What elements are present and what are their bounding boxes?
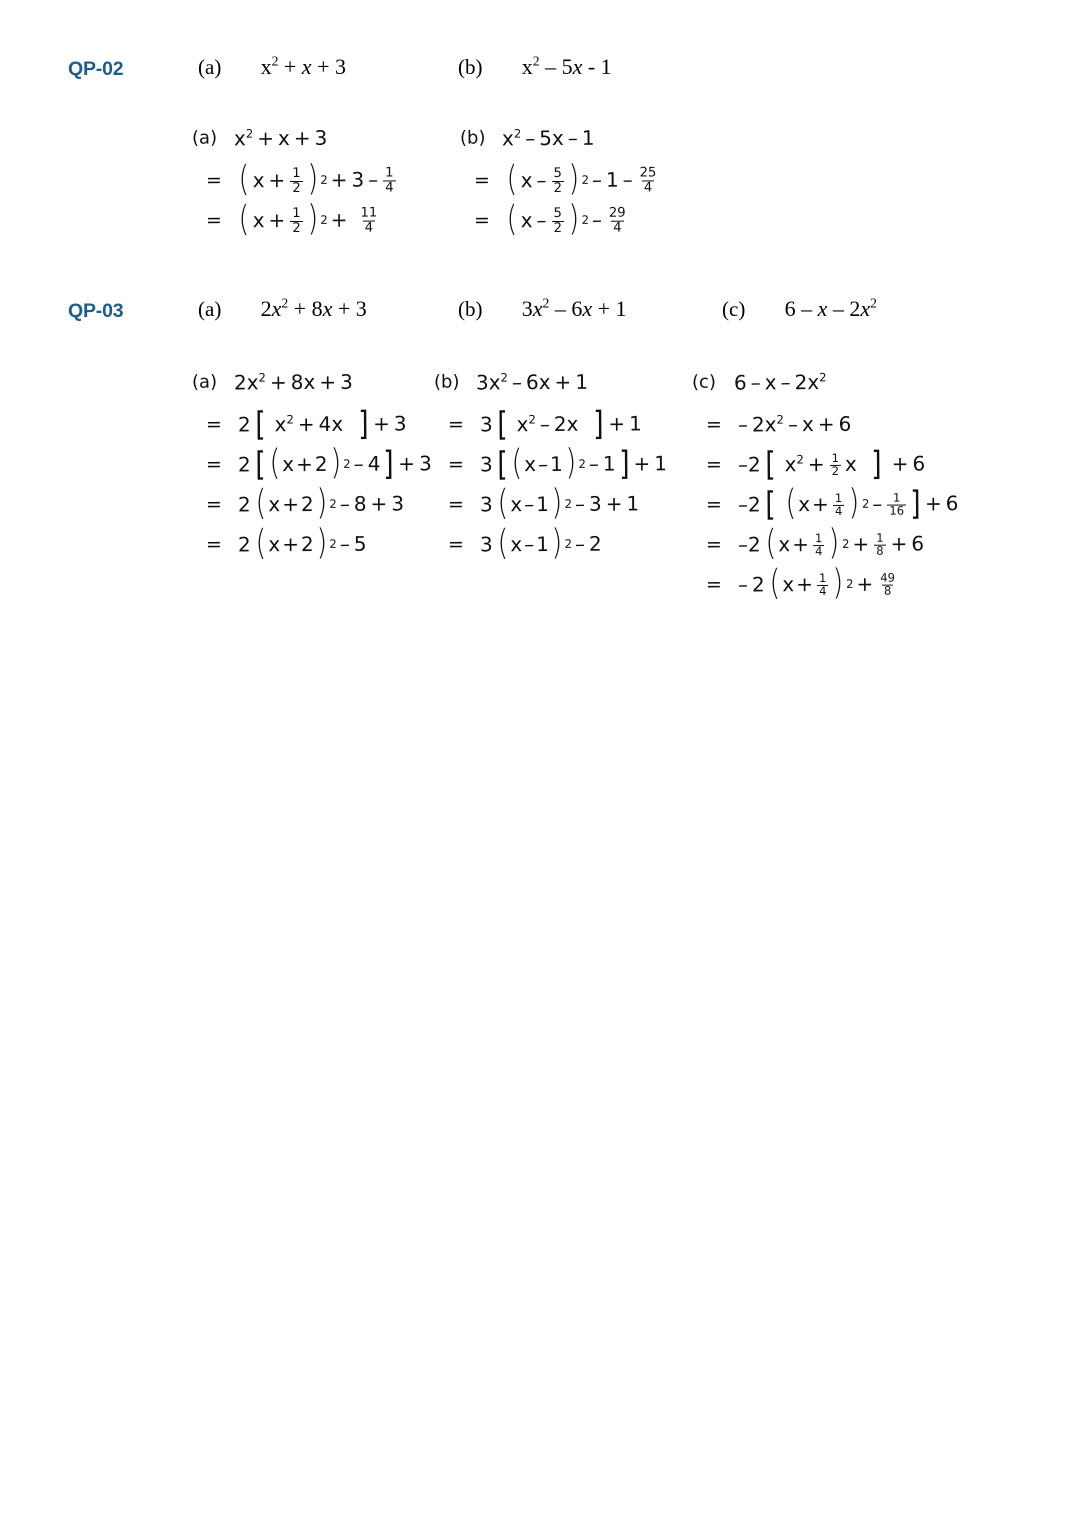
work-line: = 2 ( x + 2 ) 2 – 5 <box>205 523 367 564</box>
solution-tag: (b) <box>433 371 460 393</box>
part-expression: $x^2 + x + 3$ <box>260 53 346 79</box>
work-line: = –2 ( x + $\frac{1}{4}$ ) 2 + $\frac{1}{8}$ + 6 <box>705 523 925 564</box>
work-line: = 3 [ ( x – 1 ) 2 – 1 ] + 1 <box>447 443 668 484</box>
work-line: = 3 ( x – 1 ) 2 – 3 + 1 <box>447 483 640 524</box>
part-tag: (b) <box>458 55 483 79</box>
handwritten-solution-c <box>692 362 960 604</box>
solution-tag: (c) <box>691 371 717 393</box>
solution-tag: (b) <box>459 127 486 149</box>
handwritten-solution-a <box>192 118 399 240</box>
qp-label-qp-02: QP-02 <box>68 58 124 80</box>
handwritten-solution-b <box>434 362 669 564</box>
question-group-qp-02 <box>0 52 1080 96</box>
work-line: = ( x + $\frac{1}{2}$ ) 2 + 3 – $\frac{1}{4}$ <box>205 159 394 200</box>
work-line: = 3 [ $x^2$ – 2x ] + 1 <box>447 403 642 444</box>
printed-question-row <box>0 294 1080 338</box>
handwritten-solution-a <box>192 362 434 564</box>
work-line: = – $2x^2$ – x + 6 <box>705 411 852 437</box>
part-tag: (b) <box>458 297 483 321</box>
work-line: = 3 ( x – 1 ) 2 – 2 <box>447 523 602 564</box>
printed-part-c <box>722 296 877 322</box>
handwritten-solution-b <box>460 118 661 240</box>
part-tag: (a) <box>198 297 222 321</box>
work-line: = ( x – $\frac{5}{2}$ ) 2 – 1 – $\frac{25}{4}$ <box>473 159 657 200</box>
work-line: (b) $x^2$ – 5x – 1 <box>459 125 595 151</box>
work-line: = –2 [ $x^2$ + $\frac{1}{2}$ x ] + 6 <box>705 443 926 484</box>
printed-question-row <box>0 52 1080 96</box>
printed-part-a <box>198 54 346 80</box>
work-line: = –2 [ ( x + $\frac{1}{4}$ ) 2 – $\frac{1}{16}$ ] + 6 <box>705 482 959 524</box>
work-line: (a) $x^2$ + x + 3 <box>191 125 328 151</box>
work-line: = 2 ( x + 2 ) 2 – 8 + 3 <box>205 483 405 524</box>
work-line: (c) 6 – x – $2x^2$ <box>691 370 827 395</box>
printed-part-b <box>458 54 612 80</box>
work-line: (b) $3x^2$ – 6x + 1 <box>433 369 589 395</box>
part-expression: $3x^2 - 6x + 1$ <box>521 295 627 321</box>
qp-label-qp-03: QP-03 <box>68 300 124 322</box>
work-line: = – 2 ( x + $\frac{1}{4}$ ) 2 + $\frac{49}{8}$ <box>705 563 895 604</box>
work-line: (a) $2x^2$ + 8x + 3 <box>191 369 353 395</box>
work-line: = ( x + $\frac{1}{2}$ ) 2 + $\frac{11}{4}$ <box>205 199 378 240</box>
work-line: = ( x – $\frac{5}{2}$ ) 2 – $\frac{29}{4}$ <box>473 199 626 240</box>
solution-tag: (a) <box>191 371 218 393</box>
question-group-qp-03 <box>0 294 1080 338</box>
part-tag: (a) <box>198 55 222 79</box>
part-tag: (c) <box>722 297 746 321</box>
part-expression: $x^2 - 5x - 1$ <box>521 53 612 79</box>
work-line: = 2 [ ( x + 2 ) 2 – 4 ] + 3 <box>205 442 432 484</box>
part-expression: $2x^2 + 8x + 3$ <box>260 295 367 321</box>
solution-tag: (a) <box>191 127 218 149</box>
printed-part-b <box>458 296 627 322</box>
printed-part-a <box>198 296 367 322</box>
part-expression: 6 – x – $2x^2$ <box>784 295 877 321</box>
work-line: = 2 [ $x^2$ + 4x ] + 3 <box>205 403 407 444</box>
